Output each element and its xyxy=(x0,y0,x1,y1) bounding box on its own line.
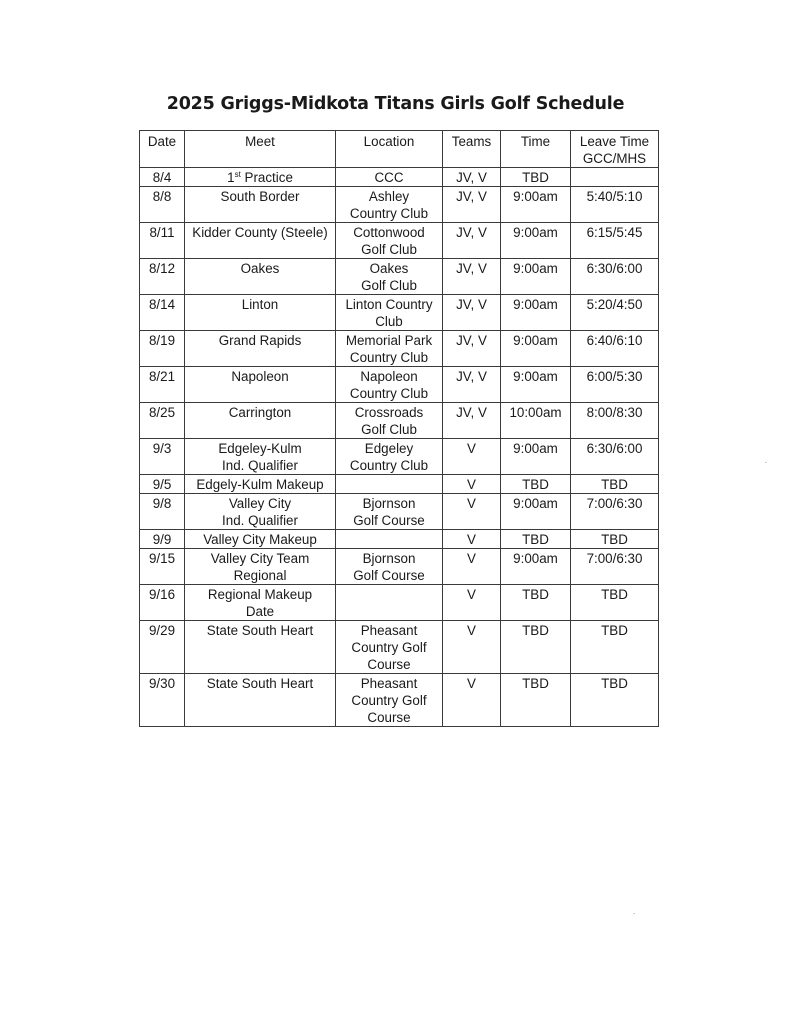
teams-cell: JV, V xyxy=(443,367,501,403)
location-cell xyxy=(336,439,443,475)
header-leave-line2: GCC/MHS xyxy=(582,151,647,166)
table-header-row xyxy=(140,131,659,168)
location-line: Pheasant xyxy=(360,623,418,638)
meet-cell xyxy=(185,585,336,621)
leave-time-cell: 8:00/8:30 xyxy=(571,403,659,439)
location-cell xyxy=(336,549,443,585)
table-row xyxy=(140,549,659,585)
golf-schedule-table xyxy=(139,130,659,727)
teams-cell: JV, V xyxy=(443,187,501,223)
location-line: Golf Club xyxy=(361,278,417,293)
date-cell: 8/14 xyxy=(140,295,185,331)
teams-cell: JV, V xyxy=(443,403,501,439)
location-line: Bjornson xyxy=(362,496,416,511)
meet-line: Date xyxy=(245,604,275,619)
location-line: Linton Country xyxy=(345,297,433,312)
teams-cell: JV, V xyxy=(443,331,501,367)
leave-time-cell: 6:15/5:45 xyxy=(571,223,659,259)
time-cell: 9:00am xyxy=(501,549,571,585)
meet-line: Regional Makeup xyxy=(207,587,313,602)
date-cell: 8/19 xyxy=(140,331,185,367)
meet-cell xyxy=(185,331,336,367)
location-cell xyxy=(336,621,443,674)
table-row xyxy=(140,331,659,367)
meet-cell xyxy=(185,621,336,674)
scan-speck xyxy=(765,462,767,463)
meet-line: Linton xyxy=(241,297,279,312)
date-cell: 8/4 xyxy=(140,168,185,187)
meet-line: Napoleon xyxy=(231,369,289,384)
meet-cell xyxy=(185,549,336,585)
time-cell: 9:00am xyxy=(501,331,571,367)
teams-cell: V xyxy=(443,549,501,585)
location-line: Country Club xyxy=(349,458,429,473)
location-line: Crossroads xyxy=(354,405,424,420)
location-line: CCC xyxy=(374,170,404,185)
meet-line: Edgeley-Kulm xyxy=(218,441,302,456)
table-row xyxy=(140,168,659,187)
meet-cell xyxy=(185,168,336,187)
meet-line: Carrington xyxy=(228,405,292,420)
header-location: Location xyxy=(336,131,443,168)
teams-cell: V xyxy=(443,674,501,727)
leave-time-cell xyxy=(571,168,659,187)
meet-line: State South Heart xyxy=(206,623,314,638)
location-cell xyxy=(336,585,443,621)
location-line: Country Club xyxy=(349,386,429,401)
leave-time-cell: 7:00/6:30 xyxy=(571,494,659,530)
meet-cell xyxy=(185,439,336,475)
time-cell: 9:00am xyxy=(501,367,571,403)
date-cell: 8/8 xyxy=(140,187,185,223)
meet-line: Valley City xyxy=(228,496,292,511)
location-line: Course xyxy=(367,710,411,725)
schedule-body xyxy=(140,168,659,727)
location-line: Memorial Park xyxy=(345,333,433,348)
teams-cell: V xyxy=(443,621,501,674)
leave-time-cell: 5:20/4:50 xyxy=(571,295,659,331)
location-cell xyxy=(336,367,443,403)
location-line: Club xyxy=(375,314,403,329)
location-line: Bjornson xyxy=(362,551,416,566)
table-row xyxy=(140,295,659,331)
meet-cell xyxy=(185,494,336,530)
time-cell: 9:00am xyxy=(501,259,571,295)
header-leave-time xyxy=(571,131,659,168)
location-line: Country Golf xyxy=(351,640,427,655)
date-cell: 9/5 xyxy=(140,475,185,494)
time-cell: 9:00am xyxy=(501,295,571,331)
meet-cell xyxy=(185,223,336,259)
location-line: Golf Course xyxy=(353,513,425,528)
location-line: Oakes xyxy=(369,261,409,276)
meet-line: 1st Practice xyxy=(227,170,293,185)
meet-line: Oakes xyxy=(240,261,280,276)
header-time: Time xyxy=(501,131,571,168)
location-cell xyxy=(336,223,443,259)
table-row xyxy=(140,585,659,621)
location-cell xyxy=(336,674,443,727)
leave-time-cell: TBD xyxy=(571,585,659,621)
location-line: Cottonwood xyxy=(353,225,425,240)
meet-line: Valley City Team xyxy=(210,551,310,566)
time-cell: 9:00am xyxy=(501,223,571,259)
teams-cell: V xyxy=(443,494,501,530)
header-meet: Meet xyxy=(185,131,336,168)
page-title: 2025 Griggs-Midkota Titans Girls Golf Schedule xyxy=(166,94,625,114)
teams-cell: JV, V xyxy=(443,295,501,331)
date-cell: 9/8 xyxy=(140,494,185,530)
teams-cell: V xyxy=(443,475,501,494)
time-cell: TBD xyxy=(501,585,571,621)
location-cell xyxy=(336,494,443,530)
time-cell: 9:00am xyxy=(501,187,571,223)
teams-cell: V xyxy=(443,585,501,621)
time-cell: TBD xyxy=(501,621,571,674)
date-cell: 9/9 xyxy=(140,530,185,549)
date-cell: 9/3 xyxy=(140,439,185,475)
meet-line: Edgely-Kulm Makeup xyxy=(196,477,324,492)
leave-time-cell: TBD xyxy=(571,475,659,494)
location-line: Ashley xyxy=(368,189,410,204)
time-cell: 9:00am xyxy=(501,439,571,475)
table-row xyxy=(140,475,659,494)
meet-line: Regional xyxy=(233,568,287,583)
scan-speck xyxy=(633,913,635,914)
leave-time-cell: 7:00/6:30 xyxy=(571,549,659,585)
location-cell xyxy=(336,168,443,187)
table-row xyxy=(140,223,659,259)
teams-cell: V xyxy=(443,530,501,549)
time-cell: TBD xyxy=(501,530,571,549)
meet-cell xyxy=(185,530,336,549)
date-cell: 9/30 xyxy=(140,674,185,727)
time-cell: TBD xyxy=(501,475,571,494)
leave-time-cell: 5:40/5:10 xyxy=(571,187,659,223)
leave-time-cell: TBD xyxy=(571,530,659,549)
table-row xyxy=(140,674,659,727)
table-row xyxy=(140,367,659,403)
meet-line: State South Heart xyxy=(206,676,314,691)
meet-cell xyxy=(185,674,336,727)
leave-time-cell: 6:00/5:30 xyxy=(571,367,659,403)
location-line: Golf Club xyxy=(361,242,417,257)
date-cell: 9/16 xyxy=(140,585,185,621)
time-cell: TBD xyxy=(501,168,571,187)
location-line: Golf Club xyxy=(361,422,417,437)
time-cell: 9:00am xyxy=(501,494,571,530)
date-cell: 8/12 xyxy=(140,259,185,295)
teams-cell: JV, V xyxy=(443,259,501,295)
time-cell: 10:00am xyxy=(501,403,571,439)
teams-cell: V xyxy=(443,439,501,475)
location-line: Country Golf xyxy=(351,693,427,708)
date-cell: 9/29 xyxy=(140,621,185,674)
location-line: Country Club xyxy=(349,350,429,365)
location-cell xyxy=(336,259,443,295)
location-line: Pheasant xyxy=(360,676,418,691)
location-cell xyxy=(336,530,443,549)
location-line: Golf Course xyxy=(353,568,425,583)
meet-cell xyxy=(185,475,336,494)
date-cell: 8/21 xyxy=(140,367,185,403)
location-cell xyxy=(336,187,443,223)
location-line: Course xyxy=(367,657,411,672)
table-row xyxy=(140,621,659,674)
leave-time-cell: TBD xyxy=(571,674,659,727)
header-leave-line1: Leave Time xyxy=(579,134,650,149)
meet-cell xyxy=(185,367,336,403)
meet-line: Ind. Qualifier xyxy=(222,458,298,473)
header-date: Date xyxy=(140,131,185,168)
meet-line: Ind. Qualifier xyxy=(222,513,298,528)
table-row xyxy=(140,259,659,295)
location-cell xyxy=(336,403,443,439)
table-row xyxy=(140,187,659,223)
table-row xyxy=(140,403,659,439)
table-row xyxy=(140,439,659,475)
location-cell xyxy=(336,331,443,367)
meet-line: Grand Rapids xyxy=(218,333,302,348)
location-cell xyxy=(336,475,443,494)
meet-cell xyxy=(185,403,336,439)
meet-line: Kidder County (Steele) xyxy=(192,225,328,240)
meet-cell xyxy=(185,295,336,331)
meet-line: Valley City Makeup xyxy=(203,532,317,547)
leave-time-cell: 6:30/6:00 xyxy=(571,439,659,475)
location-line: Country Club xyxy=(349,206,429,221)
date-cell: 8/25 xyxy=(140,403,185,439)
table-row xyxy=(140,494,659,530)
time-cell: TBD xyxy=(501,674,571,727)
teams-cell: JV, V xyxy=(443,168,501,187)
location-line: Edgeley xyxy=(364,441,414,456)
date-cell: 8/11 xyxy=(140,223,185,259)
table-row xyxy=(140,530,659,549)
meet-line: South Border xyxy=(220,189,300,204)
location-cell xyxy=(336,295,443,331)
meet-cell xyxy=(185,187,336,223)
leave-time-cell: 6:40/6:10 xyxy=(571,331,659,367)
leave-time-cell: 6:30/6:00 xyxy=(571,259,659,295)
header-teams: Teams xyxy=(443,131,501,168)
meet-cell xyxy=(185,259,336,295)
date-cell: 9/15 xyxy=(140,549,185,585)
leave-time-cell: TBD xyxy=(571,621,659,674)
location-line: Napoleon xyxy=(360,369,418,384)
teams-cell: JV, V xyxy=(443,223,501,259)
